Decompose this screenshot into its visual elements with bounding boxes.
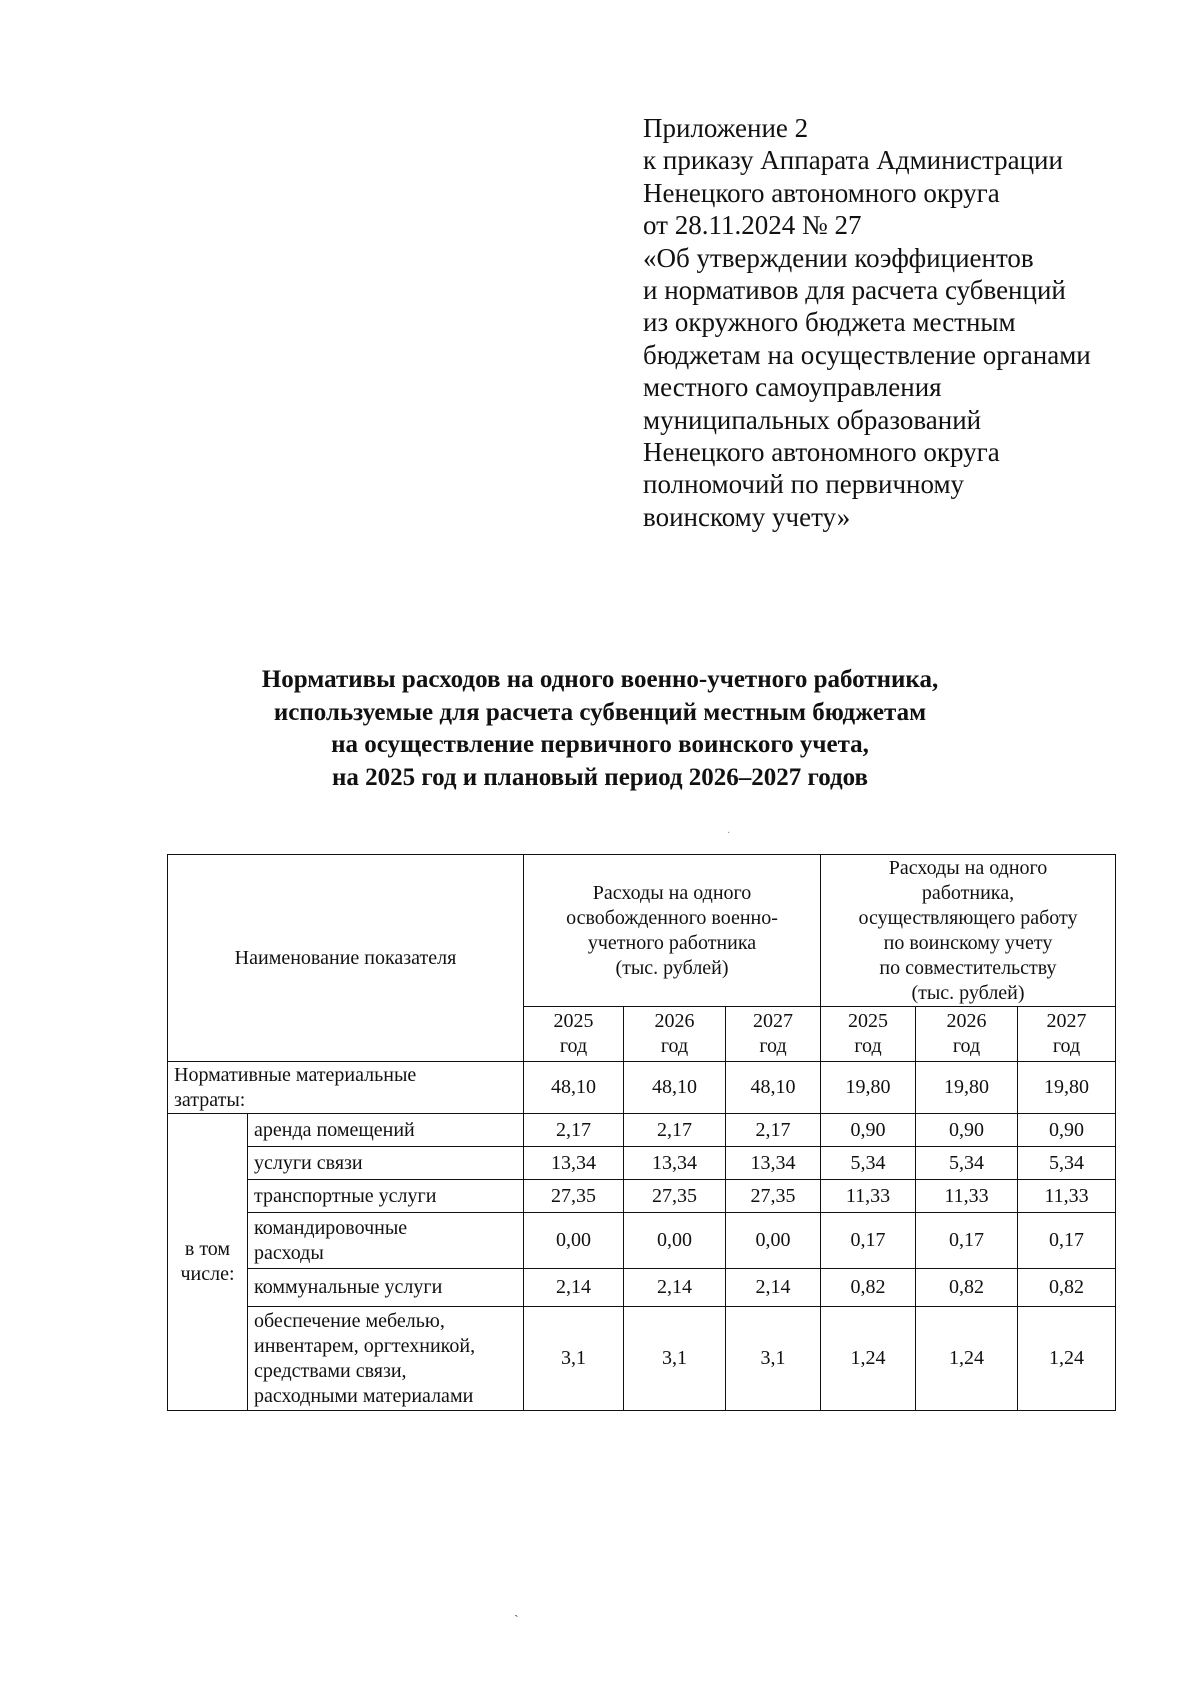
- scan-mark: ˏ: [514, 1603, 519, 1618]
- value-cell: 13,34: [726, 1147, 821, 1180]
- value-cell: 0,00: [726, 1213, 821, 1269]
- row-label-line: Нормативные материальные: [174, 1063, 417, 1086]
- value-cell: 0,17: [1018, 1213, 1116, 1269]
- row-label: аренда помещений: [248, 1114, 524, 1147]
- value-cell: 13,34: [624, 1147, 726, 1180]
- value-cell: 2,14: [726, 1269, 821, 1307]
- norms-table: [167, 854, 1116, 1411]
- group-header-line: по совместительству: [879, 956, 1057, 979]
- value-cell: 11,33: [821, 1180, 916, 1213]
- row-label: коммунальные услуги: [248, 1269, 524, 1307]
- group-header-line: Расходы на одного: [888, 856, 1048, 879]
- group-header-line: работника,: [921, 881, 1015, 904]
- title-line: на 2025 год и плановый период 2026–2027 годов: [331, 763, 869, 791]
- table-row: [168, 1147, 1116, 1180]
- row-label-line: затраты:: [174, 1088, 246, 1111]
- value-cell: 13,34: [524, 1147, 624, 1180]
- group-header-line: (тыс. рублей): [911, 981, 1025, 1004]
- group-header-released-worker: [524, 855, 821, 1007]
- year-unit: год: [952, 1035, 981, 1057]
- value-cell: 0,82: [821, 1269, 916, 1307]
- row-label: услуги связи: [248, 1147, 524, 1180]
- appendix-line: Ненецкого автономного округа: [643, 177, 1000, 208]
- row-label: [248, 1307, 524, 1411]
- value-cell: 0,17: [821, 1213, 916, 1269]
- value-cell: 3,1: [524, 1307, 624, 1411]
- row-label-line: инвентарем, оргтехникой,: [254, 1334, 476, 1357]
- table-row: [168, 1114, 1116, 1147]
- value-cell: 3,1: [624, 1307, 726, 1411]
- group-header-line: учетного работника: [587, 931, 757, 954]
- appendix-line: местного самоуправления: [643, 372, 942, 403]
- including-label-line: в том: [184, 1238, 231, 1260]
- appendix-line: полномочий по первичному: [643, 469, 965, 500]
- value-cell: 0,90: [916, 1114, 1018, 1147]
- value-cell: 0,90: [821, 1114, 916, 1147]
- title-line: Нормативы расходов на одного военно-учетного работника,: [261, 666, 939, 693]
- row-label: транспортные услуги: [248, 1180, 524, 1213]
- table-row: [168, 1269, 1116, 1307]
- value-cell: 0,90: [1018, 1114, 1116, 1147]
- value-cell: 19,80: [916, 1062, 1018, 1114]
- table-row: [168, 1180, 1116, 1213]
- document-title: [100, 664, 1100, 794]
- row-label-line: командировочные: [254, 1216, 408, 1239]
- value-cell: 11,33: [916, 1180, 1018, 1213]
- table-row: [168, 1307, 1116, 1411]
- value-cell: 1,24: [821, 1307, 916, 1411]
- appendix-header: [643, 112, 1173, 533]
- year-unit: год: [559, 1035, 588, 1057]
- year-header: [916, 1007, 1018, 1062]
- year-value: 2026: [946, 1010, 987, 1032]
- group-header-line: по воинскому учету: [883, 931, 1053, 954]
- year-value: 2026: [654, 1010, 695, 1032]
- appendix-line: Приложение 2: [643, 113, 809, 143]
- value-cell: 0,00: [524, 1213, 624, 1269]
- group-header-line: (тыс. рублей): [615, 956, 729, 979]
- including-label: [168, 1114, 248, 1411]
- appendix-line: и нормативов для расчета субвенций: [643, 275, 1066, 306]
- row-label-line: расходы: [254, 1241, 324, 1264]
- value-cell: 2,17: [726, 1114, 821, 1147]
- value-cell: 0,82: [1018, 1269, 1116, 1307]
- year-unit: год: [759, 1035, 787, 1057]
- value-cell: 19,80: [821, 1062, 916, 1114]
- row-label-line: расходными материалами: [254, 1384, 474, 1407]
- value-cell: 27,35: [624, 1180, 726, 1213]
- value-cell: 19,80: [1018, 1062, 1116, 1114]
- appendix-line: воинскому учету»: [643, 501, 851, 532]
- name-column-header-text: Наименование показателя: [234, 946, 457, 969]
- table-row-total: [168, 1062, 1116, 1114]
- value-cell: 0,17: [916, 1213, 1018, 1269]
- value-cell: 3,1: [726, 1307, 821, 1411]
- row-label-line: средствами связи,: [254, 1359, 407, 1382]
- year-value: 2025: [553, 1010, 594, 1032]
- group-header-line: осуществляющего работу: [858, 906, 1078, 929]
- appendix-line: из окружного бюджета местным: [643, 307, 1016, 338]
- value-cell: 0,00: [624, 1213, 726, 1269]
- year-header: [624, 1007, 726, 1062]
- year-header: [821, 1007, 916, 1062]
- value-cell: 1,24: [916, 1307, 1018, 1411]
- value-cell: 27,35: [726, 1180, 821, 1213]
- row-label: [248, 1213, 524, 1269]
- year-unit: год: [660, 1035, 689, 1057]
- value-cell: 5,34: [1018, 1147, 1116, 1180]
- total-row-label: [168, 1062, 524, 1114]
- appendix-line: от 28.11.2024 № 27: [643, 210, 862, 241]
- table-row: [168, 1213, 1116, 1269]
- appendix-line: бюджетам на осуществление органами: [643, 339, 1091, 370]
- value-cell: 5,34: [916, 1147, 1018, 1180]
- appendix-line: к приказу Аппарата Администрации: [643, 145, 1063, 176]
- group-header-part-time-worker: [821, 855, 1116, 1007]
- value-cell: 2,14: [524, 1269, 624, 1307]
- name-column-header: [168, 855, 524, 1062]
- value-cell: 2,17: [624, 1114, 726, 1147]
- year-value: 2027: [753, 1010, 793, 1032]
- year-header: [1018, 1007, 1116, 1062]
- year-value: 2025: [848, 1010, 888, 1032]
- value-cell: 48,10: [624, 1062, 726, 1114]
- value-cell: 48,10: [524, 1062, 624, 1114]
- year-value: 2027: [1046, 1010, 1087, 1032]
- year-header: [726, 1007, 821, 1062]
- appendix-line: муниципальных образований: [643, 404, 982, 435]
- appendix-line: Ненецкого автономного округа: [643, 437, 1000, 468]
- value-cell: 27,35: [524, 1180, 624, 1213]
- year-unit: год: [1052, 1035, 1081, 1057]
- including-label-line: числе:: [180, 1263, 235, 1285]
- group-header-line: освобожденного военно-: [566, 906, 778, 929]
- group-header-line: Расходы на одного: [592, 881, 752, 904]
- row-label-line: обеспечение мебелью,: [254, 1309, 445, 1332]
- value-cell: 11,33: [1018, 1180, 1116, 1213]
- value-cell: 48,10: [726, 1062, 821, 1114]
- appendix-line: «Об утверждении коэффициентов: [643, 242, 1034, 273]
- value-cell: 5,34: [821, 1147, 916, 1180]
- year-unit: год: [854, 1035, 882, 1057]
- value-cell: 2,17: [524, 1114, 624, 1147]
- title-line: на осуществление первичного воинского учета,: [331, 731, 869, 758]
- year-header: [524, 1007, 624, 1062]
- value-cell: 0,82: [916, 1269, 1018, 1307]
- value-cell: 1,24: [1018, 1307, 1116, 1411]
- title-line: используемые для расчета субвенций местным бюджетам: [273, 698, 927, 726]
- value-cell: 2,14: [624, 1269, 726, 1307]
- scan-speck: ·: [727, 828, 731, 839]
